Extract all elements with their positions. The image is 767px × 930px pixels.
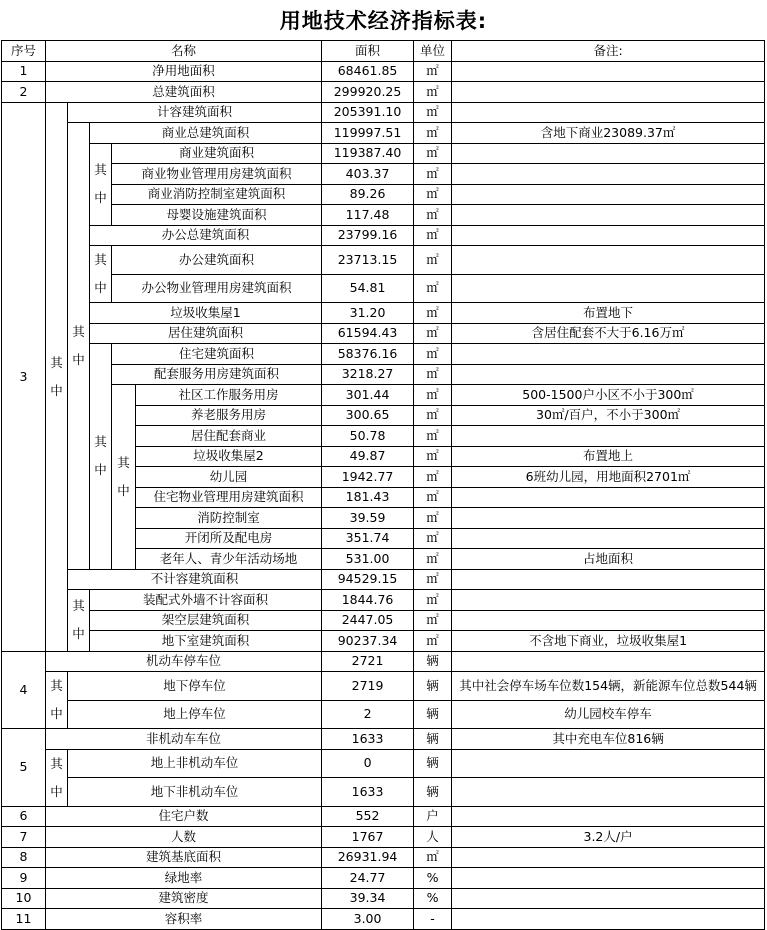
row-value: 1844.76 (322, 590, 414, 611)
row-note (452, 205, 765, 226)
row-name: 装配式外墙不计容面积 (90, 590, 322, 611)
table-row (2, 806, 765, 827)
page-title: 用地技术经济指标表: (279, 9, 488, 33)
row-note: 6班幼儿园，用地面积2701㎡ (452, 467, 765, 488)
indicator-table (1, 40, 765, 930)
row-note (452, 344, 765, 365)
row-note: 占地面积 (452, 549, 765, 570)
row-value: 300.65 (322, 405, 414, 426)
row-note (452, 82, 765, 103)
row-name: 办公物业管理用房建筑面积 (112, 274, 322, 303)
header-note: 备注: (452, 41, 765, 62)
row-note (452, 426, 765, 447)
row-name: 地上停车位 (68, 700, 322, 729)
row-name: 开闭所及配电房 (136, 528, 322, 549)
row-note (452, 651, 765, 672)
row-note (452, 164, 765, 185)
row-name: 人数 (46, 827, 322, 848)
row-name: 配套服务用房建筑面积 (112, 364, 322, 385)
row-value: 94529.15 (322, 569, 414, 590)
row-note (452, 569, 765, 590)
row-name: 住宅建筑面积 (112, 344, 322, 365)
table-row (2, 569, 765, 590)
table-row (2, 651, 765, 672)
row-no: 11 (2, 909, 46, 930)
row-unit: ㎡ (414, 303, 452, 324)
row-value: 50.78 (322, 426, 414, 447)
row-name: 总建筑面积 (46, 82, 322, 103)
row-name: 养老服务用房 (136, 405, 322, 426)
table-row (2, 749, 765, 778)
row-value: 2721 (322, 651, 414, 672)
header-area: 面积 (322, 41, 414, 62)
row-note: 30㎡/百户，不小于300㎡ (452, 405, 765, 426)
table-row (2, 590, 765, 611)
row-name: 绿地率 (46, 868, 322, 889)
row-no: 10 (2, 888, 46, 909)
row-note: 含居住配套不大于6.16万㎡ (452, 323, 765, 344)
row-name: 地下非机动车位 (68, 778, 322, 807)
table-row (2, 847, 765, 868)
group-label-qizhong: 其中 (46, 102, 68, 651)
row-name: 办公建筑面积 (112, 246, 322, 275)
row-name: 建筑密度 (46, 888, 322, 909)
row-unit: ㎡ (414, 528, 452, 549)
row-note: 布置地下 (452, 303, 765, 324)
header-row (2, 41, 765, 62)
row-unit: ㎡ (414, 446, 452, 467)
table-row (2, 225, 765, 246)
row-name: 老年人、青少年活动场地 (136, 549, 322, 570)
header-unit: 单位 (414, 41, 452, 62)
row-note (452, 590, 765, 611)
row-name: 商业物业管理用房建筑面积 (112, 164, 322, 185)
row-note (452, 868, 765, 889)
row-unit: ㎡ (414, 610, 452, 631)
row-note (452, 806, 765, 827)
row-value: 23799.16 (322, 225, 414, 246)
group-label-qizhong: 其中 (46, 749, 68, 806)
row-unit: ㎡ (414, 123, 452, 144)
row-note: 其中社会停车场车位数154辆，新能源车位总数544辆 (452, 672, 765, 701)
row-value: 39.59 (322, 508, 414, 529)
table-row (2, 610, 765, 631)
row-unit: ㎡ (414, 508, 452, 529)
row-name: 居住配套商业 (136, 426, 322, 447)
row-name: 净用地面积 (46, 61, 322, 82)
row-value: 2719 (322, 672, 414, 701)
row-unit: ㎡ (414, 61, 452, 82)
row-name: 消防控制室 (136, 508, 322, 529)
row-value: 61594.43 (322, 323, 414, 344)
table-row (2, 909, 765, 930)
row-note: 含地下商业23089.37㎡ (452, 123, 765, 144)
row-name: 商业消防控制室建筑面积 (112, 184, 322, 205)
row-no: 6 (2, 806, 46, 827)
group-label-qizhong: 其中 (112, 385, 136, 570)
row-note (452, 749, 765, 778)
table-row (2, 102, 765, 123)
row-name: 容积率 (46, 909, 322, 930)
row-note (452, 184, 765, 205)
row-name: 地下室建筑面积 (90, 631, 322, 652)
table-row (2, 323, 765, 344)
row-name: 地下停车位 (68, 672, 322, 701)
table-row (2, 205, 765, 226)
row-unit: ㎡ (414, 274, 452, 303)
row-note (452, 778, 765, 807)
table-row (2, 888, 765, 909)
row-name: 不计容建筑面积 (68, 569, 322, 590)
group-label-qizhong: 其中 (90, 344, 112, 570)
row-unit: 户 (414, 806, 452, 827)
row-note (452, 888, 765, 909)
row-note (452, 508, 765, 529)
row-name: 幼儿园 (136, 467, 322, 488)
row-name: 办公总建筑面积 (90, 225, 322, 246)
row-value: 39.34 (322, 888, 414, 909)
row-note (452, 102, 765, 123)
row-unit: ㎡ (414, 569, 452, 590)
row-unit: ㎡ (414, 590, 452, 611)
row-unit: ㎡ (414, 205, 452, 226)
row-unit: ㎡ (414, 405, 452, 426)
table-row (2, 164, 765, 185)
row-value: 1767 (322, 827, 414, 848)
row-value: 90237.34 (322, 631, 414, 652)
row-name: 机动车停车位 (46, 651, 322, 672)
table-row (2, 364, 765, 385)
table-row (2, 385, 765, 406)
row-value: 531.00 (322, 549, 414, 570)
row-name: 商业建筑面积 (112, 143, 322, 164)
row-note (452, 487, 765, 508)
row-value: 1633 (322, 778, 414, 807)
row-note: 幼儿园校车停车 (452, 700, 765, 729)
header-no: 序号 (2, 41, 46, 62)
row-value: 181.43 (322, 487, 414, 508)
row-note (452, 246, 765, 275)
row-unit: ㎡ (414, 631, 452, 652)
row-value: 1942.77 (322, 467, 414, 488)
row-no: 2 (2, 82, 46, 103)
row-value: 31.20 (322, 303, 414, 324)
row-unit: 辆 (414, 778, 452, 807)
row-unit: 辆 (414, 729, 452, 750)
table-row (2, 184, 765, 205)
row-unit: % (414, 868, 452, 889)
table-row (2, 274, 765, 303)
row-value: 68461.85 (322, 61, 414, 82)
row-value: 54.81 (322, 274, 414, 303)
row-unit: ㎡ (414, 847, 452, 868)
row-value: 299920.25 (322, 82, 414, 103)
row-unit: ㎡ (414, 364, 452, 385)
row-name: 非机动车车位 (46, 729, 322, 750)
row-note (452, 909, 765, 930)
row-value: 89.26 (322, 184, 414, 205)
row-value: 119387.40 (322, 143, 414, 164)
row-name: 商业总建筑面积 (90, 123, 322, 144)
group-label-qizhong: 其中 (46, 672, 68, 729)
row-value: 119997.51 (322, 123, 414, 144)
row-unit: 辆 (414, 651, 452, 672)
row-note (452, 143, 765, 164)
row-value: 2447.05 (322, 610, 414, 631)
table-row (2, 631, 765, 652)
row-note: 布置地上 (452, 446, 765, 467)
row-unit: 辆 (414, 749, 452, 778)
row-no: 4 (2, 651, 46, 729)
row-value: 23713.15 (322, 246, 414, 275)
row-unit: ㎡ (414, 344, 452, 365)
row-name: 母婴设施建筑面积 (112, 205, 322, 226)
table-row (2, 61, 765, 82)
table-row (2, 700, 765, 729)
row-name: 地上非机动车位 (68, 749, 322, 778)
row-unit: 辆 (414, 700, 452, 729)
row-unit: ㎡ (414, 164, 452, 185)
table-row (2, 778, 765, 807)
table-row (2, 143, 765, 164)
row-value: 117.48 (322, 205, 414, 226)
table-row (2, 123, 765, 144)
table-row (2, 246, 765, 275)
row-unit: ㎡ (414, 487, 452, 508)
row-unit: 人 (414, 827, 452, 848)
row-unit: ㎡ (414, 143, 452, 164)
row-unit: ㎡ (414, 184, 452, 205)
row-note (452, 364, 765, 385)
row-no: 8 (2, 847, 46, 868)
row-note: 不含地下商业，垃圾收集屋1 (452, 631, 765, 652)
row-unit: ㎡ (414, 102, 452, 123)
row-value: 3.00 (322, 909, 414, 930)
row-note (452, 528, 765, 549)
row-unit: ㎡ (414, 323, 452, 344)
row-unit: - (414, 909, 452, 930)
row-value: 24.77 (322, 868, 414, 889)
row-no: 9 (2, 868, 46, 889)
row-value: 58376.16 (322, 344, 414, 365)
row-name: 住宅户数 (46, 806, 322, 827)
row-unit: ㎡ (414, 246, 452, 275)
row-name: 建筑基底面积 (46, 847, 322, 868)
row-note (452, 274, 765, 303)
row-no: 3 (2, 102, 46, 651)
row-no: 5 (2, 729, 46, 807)
group-label-qizhong: 其中 (68, 123, 90, 570)
table-row (2, 303, 765, 324)
row-value: 403.37 (322, 164, 414, 185)
group-label-qizhong: 其中 (68, 590, 90, 652)
row-note: 3.2人/户 (452, 827, 765, 848)
row-unit: ㎡ (414, 467, 452, 488)
row-name: 居住建筑面积 (90, 323, 322, 344)
row-note (452, 847, 765, 868)
row-value: 26931.94 (322, 847, 414, 868)
table-row (2, 344, 765, 365)
row-value: 351.74 (322, 528, 414, 549)
row-name: 计容建筑面积 (68, 102, 322, 123)
row-unit: ㎡ (414, 225, 452, 246)
row-value: 205391.10 (322, 102, 414, 123)
row-value: 1633 (322, 729, 414, 750)
row-note (452, 61, 765, 82)
row-value: 0 (322, 749, 414, 778)
row-note: 500-1500户小区不小于300㎡ (452, 385, 765, 406)
row-name: 垃圾收集屋2 (136, 446, 322, 467)
row-name: 社区工作服务用房 (136, 385, 322, 406)
row-name: 住宅物业管理用房建筑面积 (136, 487, 322, 508)
row-value: 2 (322, 700, 414, 729)
table-row (2, 672, 765, 701)
row-value: 301.44 (322, 385, 414, 406)
table-row (2, 729, 765, 750)
row-note: 其中充电车位816辆 (452, 729, 765, 750)
table-row (2, 868, 765, 889)
row-unit: ㎡ (414, 385, 452, 406)
row-name: 垃圾收集屋1 (90, 303, 322, 324)
table-row (2, 82, 765, 103)
row-value: 3218.27 (322, 364, 414, 385)
row-note (452, 610, 765, 631)
row-value: 49.87 (322, 446, 414, 467)
row-unit: 辆 (414, 672, 452, 701)
row-unit: ㎡ (414, 549, 452, 570)
row-value: 552 (322, 806, 414, 827)
header-name: 名称 (46, 41, 322, 62)
group-label-qizhong: 其中 (90, 246, 112, 303)
row-name: 架空层建筑面积 (90, 610, 322, 631)
row-unit: ㎡ (414, 426, 452, 447)
row-note (452, 225, 765, 246)
row-unit: % (414, 888, 452, 909)
row-no: 7 (2, 827, 46, 848)
row-no: 1 (2, 61, 46, 82)
group-label-qizhong: 其中 (90, 143, 112, 225)
row-unit: ㎡ (414, 82, 452, 103)
